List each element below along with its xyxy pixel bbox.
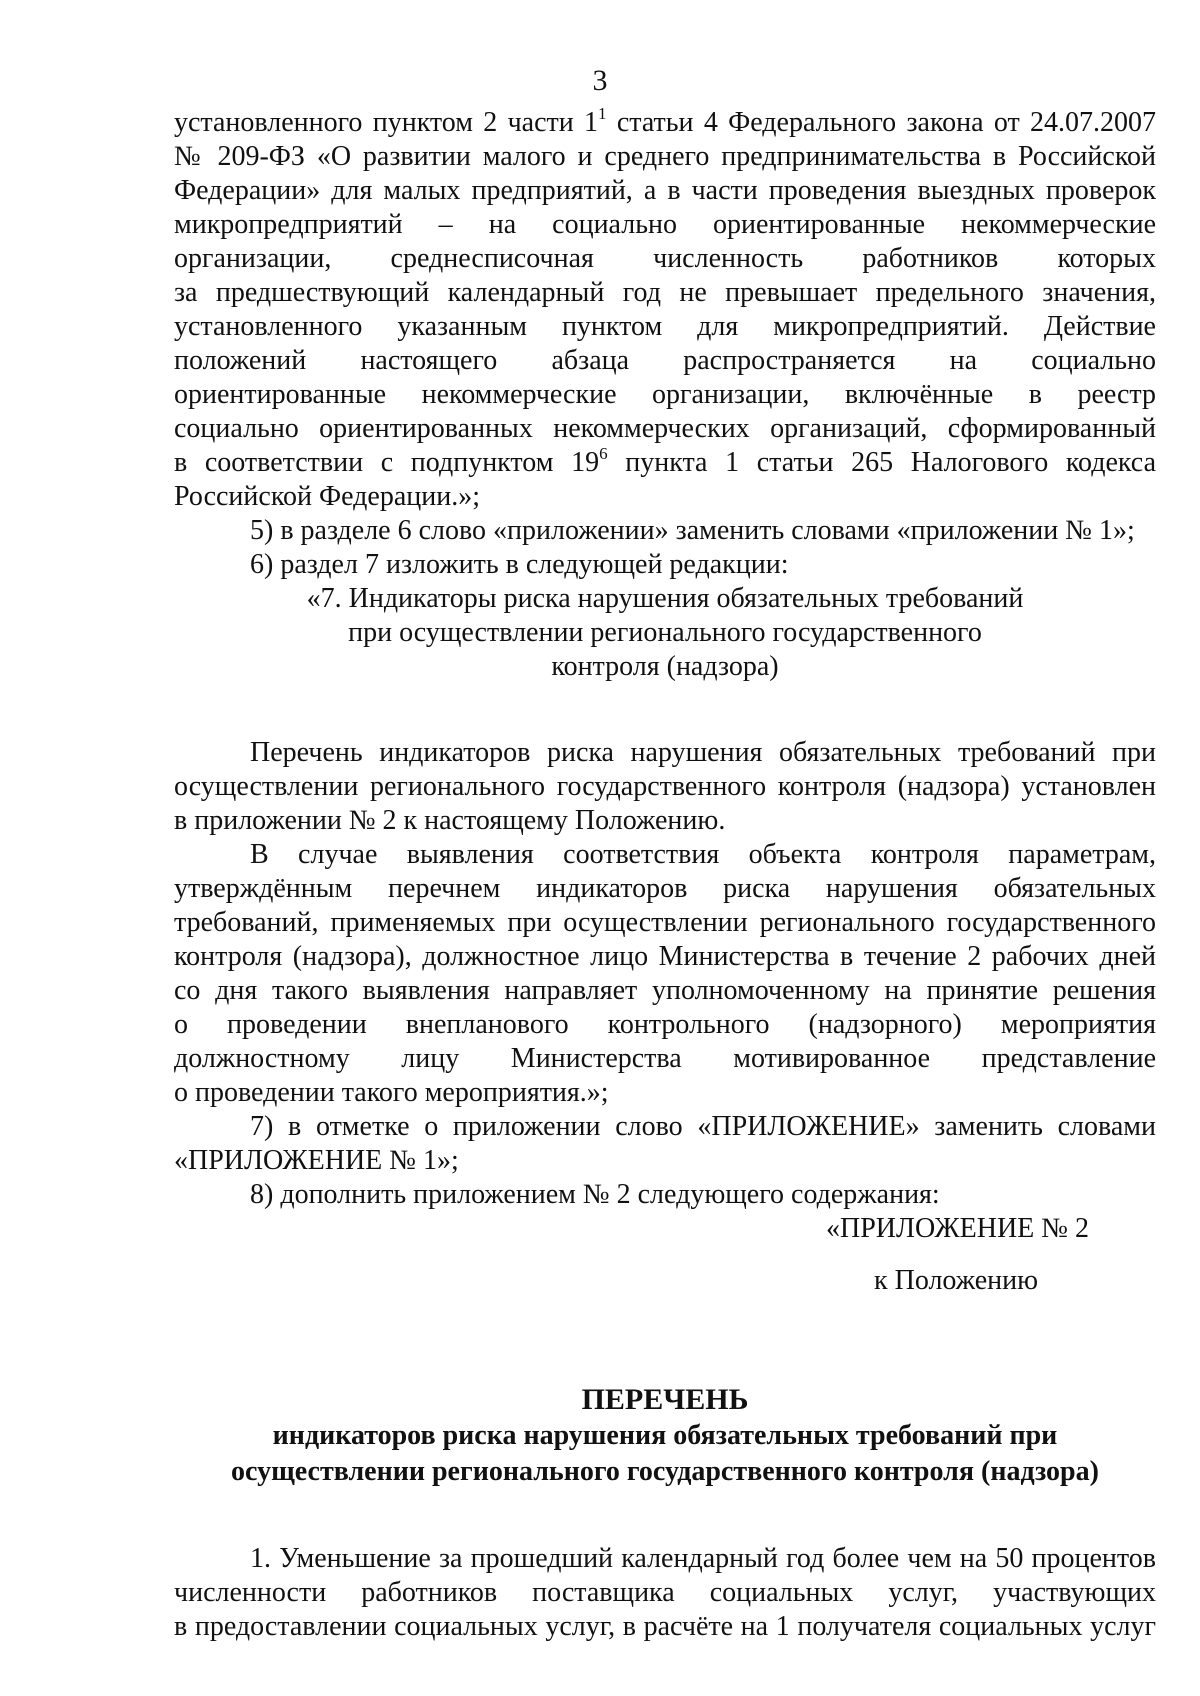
text-fragment: статьи 4 Федерального закона от 24.07.2007	[606, 107, 1156, 138]
text-line: утверждённым перечнем индикаторов риска нарушения обязательных	[174, 873, 1156, 904]
text-line: за предшествующий календарный год не превышает предельного значения,	[174, 277, 1156, 308]
spacer	[174, 1490, 1156, 1542]
spacer	[174, 684, 1156, 736]
list-subtitle: индикаторов риска нарушения обязательных требований при	[272, 1420, 1058, 1451]
text-line: социально ориентированных некоммерческих организаций, сформированный	[174, 413, 1156, 444]
spacer	[174, 1298, 1156, 1382]
spacer	[174, 1246, 1156, 1264]
text-line: № 209-ФЗ «О развитии малого и среднего предпринимательства в Российской	[174, 141, 1156, 172]
list-paragraph	[174, 1542, 1156, 1644]
list-item-7: 7) в отметке о приложении слово «ПРИЛОЖЕНИЕ» заменить словами	[250, 1111, 1156, 1142]
page-number: 3	[592, 64, 608, 97]
text-line: ориентированные некоммерческие организации, включённые в реестр	[174, 379, 1156, 410]
text-line	[174, 443, 1156, 480]
text-line: о проведении внепланового контрольного (надзорного) мероприятия	[174, 1009, 1156, 1040]
text-line: в приложении № 2 к настоящему Положению.	[174, 805, 726, 836]
list-item-7-cont: «ПРИЛОЖЕНИЕ № 1»;	[174, 1145, 459, 1176]
text-line	[174, 103, 1156, 140]
text-fragment: пункта 1 статьи 265 Налогового кодекса	[607, 447, 1156, 478]
text-line: Перечень индикаторов риска нарушения обязательных требований при	[250, 737, 1156, 768]
text-line: в предоставлении социальных услуг, в расчёте на 1 получателя социальных услуг	[174, 1611, 1156, 1642]
text-line: положений настоящего абзаца распространяется на социально	[174, 345, 1156, 376]
section-heading-line: при осуществлении регионального государственного	[348, 617, 982, 648]
text-line: контроля (надзора), должностное лицо Министерства в течение 2 рабочих дней	[174, 941, 1156, 972]
list-item-6: 6) раздел 7 изложить в следующей редакции:	[250, 549, 789, 580]
text-line: должностному лицу Министерства мотивированное представление	[174, 1043, 1156, 1074]
section-paragraph	[174, 736, 1156, 838]
text-line: Российской Федерации.»;	[174, 481, 481, 512]
text-line: организации, среднесписочная численность работников которых	[174, 243, 1156, 274]
appendix-subtitle: к Положению	[874, 1265, 1039, 1296]
document-body	[174, 103, 1156, 1644]
text-line: микропредприятий – на социально ориентированные некоммерческие	[174, 209, 1156, 240]
section-heading-line: «7. Индикаторы риска нарушения обязательных требований	[306, 583, 1024, 614]
text-line: Федерации» для малых предприятий, а в части проведения выездных проверок	[174, 175, 1156, 206]
text-line: требований, применяемых при осуществлении регионального государственного	[174, 907, 1156, 938]
text-line: численности работников поставщика социальных услуг, участвующих	[174, 1577, 1156, 1608]
list-item-8: 8) дополнить приложением № 2 следующего содержания:	[250, 1179, 940, 1210]
list-title: ПЕРЕЧЕНЬ	[581, 1383, 749, 1416]
text-fragment: в соответствии с подпунктом 19	[174, 447, 600, 478]
text-fragment: установленного пунктом 2 части 1	[174, 107, 599, 138]
superscript: 6	[599, 443, 608, 463]
intro-paragraph	[174, 103, 1156, 514]
section-paragraph	[174, 838, 1156, 1110]
list-item-5: 5) в разделе 6 слово «приложении» заменить словами «приложении № 1»;	[250, 515, 1135, 546]
appendix-label: «ПРИЛОЖЕНИЕ № 2	[826, 1213, 1089, 1244]
text-line: В случае выявления соответствия объекта контроля параметрам,	[250, 839, 1156, 870]
text-line: 1. Уменьшение за прошедший календарный год более чем на 50 процентов	[250, 1543, 1156, 1574]
text-line: о проведении такого мероприятия.»;	[174, 1077, 609, 1108]
text-line: осуществлении регионального государственного контроля (надзора) установлен	[174, 771, 1156, 802]
superscript: 1	[598, 103, 607, 123]
section-heading-line: контроля (надзора)	[551, 651, 779, 682]
text-line: со дня такого выявления направляет уполномоченному на принятие решения	[174, 975, 1156, 1006]
list-subtitle: осуществлении регионального государственного контроля (надзора)	[231, 1456, 1099, 1487]
text-line: установленного указанным пунктом для микропредприятий. Действие	[174, 311, 1156, 342]
